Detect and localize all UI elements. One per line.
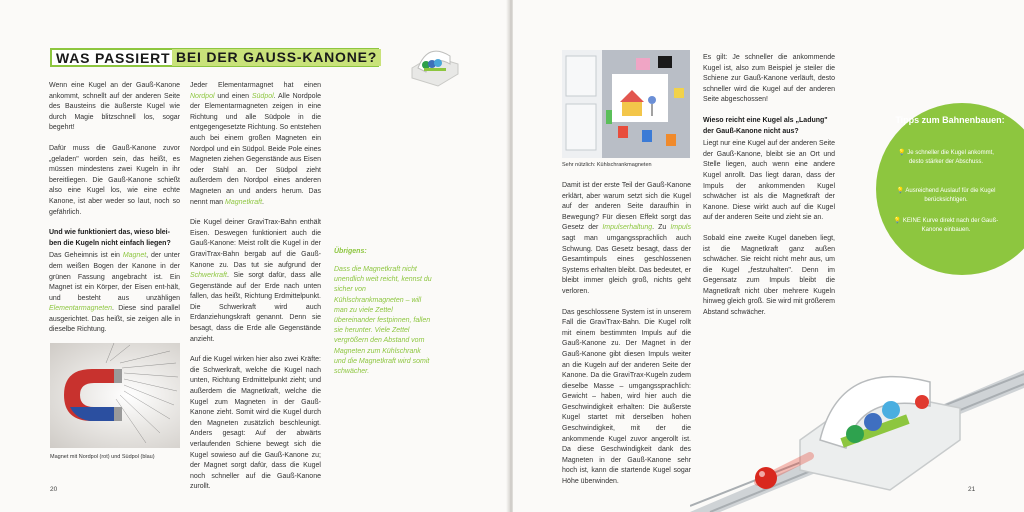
- sidebar-heading: Übrigens:: [334, 248, 367, 255]
- tip-item: 💡 KEINE Kurve direkt nach der Gauß-Kanone einbauen.: [893, 218, 999, 233]
- left-page: [0, 0, 508, 512]
- lightbulb-icon: 💡: [893, 218, 902, 224]
- fridge-magnets-photo: [562, 50, 690, 158]
- term-nordpol: Nordpol: [190, 92, 215, 100]
- page-title: [50, 48, 379, 67]
- paragraph: Liegt nur eine Kugel auf der anderen Seite der Gauß-Kanone, bleibt sie an Ort und Stelle liegen, auch wenn eine andere Kugel anrollt. Das liegt daran, dass der Impuls der ankommenden Kugel schwächer ist als die Magnetkraft der Kanone. Diese wirkt auch auf die Kugel auf der anderen Seite und zieht sie an.: [703, 140, 835, 222]
- term-schwerkraft: Schwerkraft: [190, 272, 227, 280]
- title-highlight: BEI DER GAUSS-KANONE?: [172, 49, 381, 66]
- tip-item: 💡 Ausreichend Auslauf für die Kugel berücksichtigen.: [896, 188, 996, 203]
- subheading: Und wie funktioniert das, wieso blei-ben die Kugeln nicht einfach liegen?: [49, 229, 171, 247]
- horseshoe-magnet-photo: [50, 343, 180, 448]
- term-magnetkraft: Magnetkraft: [225, 198, 263, 206]
- right-column-2: [703, 53, 835, 329]
- term-magnet: Magnet: [122, 252, 147, 260]
- right-column-1: [562, 181, 691, 498]
- tips-title: Tipps zum Bahnenbauen:: [895, 115, 1005, 125]
- paragraph: Sobald eine zweite Kugel daneben liegt, ist die Magnetkraft ganz außen schwächer. Sie reicht nicht mehr aus, um die Kugel „festzuhalten". Denn im Gegensatz zum Impuls bleibt die Magnetkraft nicht über mehrere Kugeln hinweg gleich groß. Sie wird mit größerem Abstand schwächer.: [703, 234, 835, 317]
- gauss-cannon-large-image: [690, 330, 1024, 512]
- left-column-1: [49, 81, 180, 346]
- paragraph: Damit ist der erste Teil der Gauß-Kanone erklärt, aber warum setzt sich die Kugel auf der anderen Seite daraufhin in Bewegung? Für diesen Effekt sorgt das Gesetz der Impulserhaltung. Zu Impuls sagt man umgangssprachlich auch Schwung. Das Gesetz besagt, dass der Gesamtimpuls eines geschlossenen Systems erhalten bleibt. Das bedeutet, er bleibt immer gleich groß, nichts geht verloren.: [562, 182, 691, 295]
- magnet-caption: Magnet mit Nordpol (rot) und Südpol (blau): [50, 454, 155, 460]
- paragraph: Wenn eine Kugel an der Gauß-Kanone ankommt, schnellt auf der anderen Seite des Bausteins die äußerste Kugel wie durch Magie blitzschnell los, sogar begehrt!: [49, 82, 180, 132]
- paragraph: Dafür muss die Gauß-Kanone zuvor „geladen" worden sein, das heißt, es müssen mindestens zwei Kugeln in ihr bereitliegen. Die Gauß-Kanone schießt also eine Kugel los, wie eine echte Kanone, ist aber weder so laut, noch so gefährlich.: [49, 144, 180, 216]
- paragraph: Das geschlossene System ist in unserem Fall die GraviTrax-Bahn. Die Kugel rollt mit einem bestimmten Impuls auf die Gauß-Kanone zu. Der Magnet in der Gauß-Kanone gibt diesen Impuls weiter an die Kugeln auf der anderen Seite der Kanone. Da die GraviTrax-Kugeln zudem dieselbe Masse – umgangssprachlich: Gewicht – haben, wird hier auch die Geschwindigkeit erhalten: Die äußerste Kugel startet mit derselben hohen Geschwindigkeit, mit der die ankommende Kugel zuvor angerollt ist. Da diese Geschwindigkeit dank des Magneten in der Gauß-Kanone sehr hoch ist, kann die startende Kugel sogar Höhe überwinden.: [562, 308, 691, 486]
- subheading: Wieso reicht eine Kugel als „Ladung" der Gauß-Kanone nicht aus?: [703, 116, 828, 135]
- paragraph: Es gilt: Je schneller die ankommende Kugel ist, also zum Beispiel je steiler die Schiene zur Gauß-Kanone verläuft, desto schneller wird die Kugel auf der anderen Seite abgeschossen!: [703, 54, 835, 104]
- term-elementarmagneten: Elementarmagneten: [49, 305, 113, 313]
- term-impulserhaltung: Impulserhaltung: [602, 224, 653, 232]
- paragraph: Das Geheimnis ist ein Magnet, der unter dem weißen Bogen der Kanone in der grünen Fassung angebracht ist. Ein Magnet ist ein Körper, der Eisen ent-hält, und besteht aus unzähligen Elementarmagneten. Diese sind parallel ausgerichtet. Das heißt, sie zeigen alle in dieselbe Richtung.: [49, 252, 180, 334]
- sidebar-note: Dass die Magnetkraft nicht unendlich weit reicht, kennst du sicher von Kühlschrankmagneten – will man zu viele Zettel übereinander festpinnen, fallen sie herunter. Viele Zettel vergrößern den Abstand vom Magneten zum Kühlschrank und die Magnetkraft wird somit schwächer.: [334, 266, 432, 376]
- paragraph: Jeder Elementarmagnet hat einen Nordpol und einen Südpol. Alle Nordpole der Elementarmagneten zeigen in eine Richtung und alle Südpole in die entgegengesetzte Richtung. So entstehen auch bei einem großen Magneten ein Nordpol und ein Südpol. Beide Pole eines Magneten ziehen Gegenstände aus Eisen oder Stahl an. Der Südpol zieht außerdem den Nordpol eines anderen Magneten an und anders herum. Das nennt man Magnetkraft.: [190, 82, 321, 206]
- lightbulb-icon: 💡: [896, 188, 905, 194]
- term-impuls: Impuls: [670, 224, 691, 232]
- term-suedpol: Südpol: [251, 92, 274, 100]
- paragraph: Die Kugel deiner GraviTrax-Bahn enthält Eisen. Deswegen funktioniert auch die Gauß-Kanone: Meist rollt die Kugel in der GraviTrax-Bahn bergab auf die Gauß-Kanone zu. Das tut sie aufgrund der Schwerkraft. Sie sorgt dafür, dass alle Gegenstände auf der Erde nach unten fallen, das heißt, Richtung Erdmittelpunkt. Die Schwerkraft wird auch Erdanziehungskraft genannt. Denn sie besagt, dass die Erde alle Gegenstände anzieht.: [190, 219, 321, 343]
- lightbulb-icon: 💡: [898, 150, 906, 156]
- page-number-left: 20: [50, 486, 58, 493]
- tip-item: 💡 Je schneller die Kugel ankommt, desto stärker der Abschuss.: [898, 150, 994, 165]
- gauss-cannon-small-image: [404, 38, 466, 90]
- paragraph: Auf die Kugel wirken hier also zwei Kräfte: die Schwerkraft, welche die Kugel nach unten, Richtung Erdmittelpunkt zieht; und außerdem die Magnetkraft, welche die Kugel zum Magneten in der Gauß-Kanone zieht. Somit wird die Kugel durch den Magneten zusätzlich beschleunigt. Anders gesagt: Auf der abwärts verlaufenden Schiene bewegt sich die Kugel sowieso auf die Gauß-Kanone zu; der Magnet sorgt dafür, dass die Kugel noch schneller auf die Gauß-Kanone zurollt.: [190, 356, 321, 491]
- fridge-caption: Sehr nützlich: Kühlschrankmagneten: [562, 162, 652, 168]
- page-number-right: 21: [968, 486, 976, 493]
- title-plain: WAS PASSIERT: [56, 50, 171, 66]
- left-column-2: [190, 81, 321, 503]
